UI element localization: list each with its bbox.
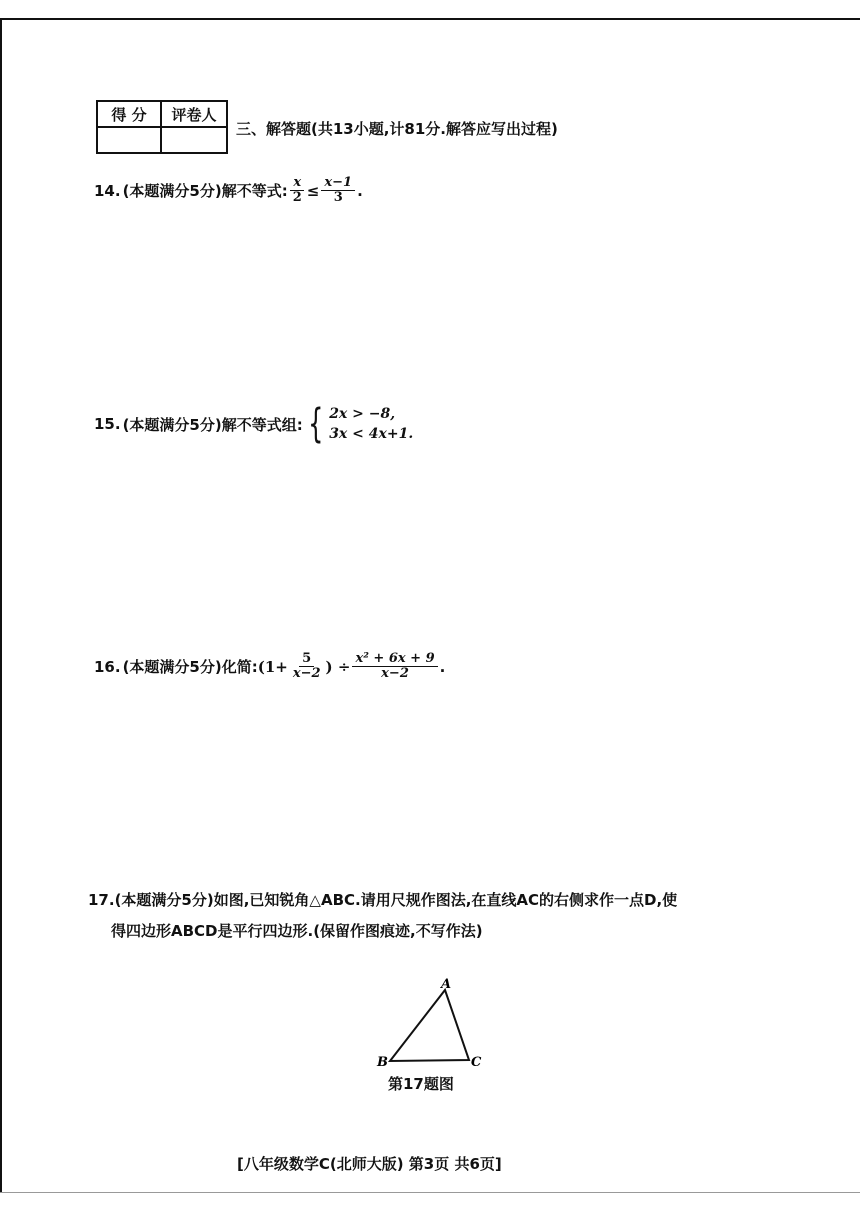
close-divide: ) ÷ — [325, 657, 351, 676]
fraction-numerator: x−1 — [321, 176, 355, 191]
end-mark: . — [439, 657, 446, 676]
page-border-top — [0, 18, 860, 20]
question-number: 16. — [94, 657, 121, 676]
score-header: 得 分 — [97, 101, 161, 127]
question-prefix: (本题满分5分)解不等式组: — [122, 415, 303, 434]
fraction-denominator: 3 — [333, 190, 343, 206]
fraction-lhs — [290, 176, 305, 206]
fraction-rhs — [321, 176, 355, 206]
triangle-abc — [390, 990, 469, 1061]
fraction-numerator: x² + 6x + 9 — [352, 652, 437, 667]
fraction-denominator: 2 — [292, 190, 302, 206]
fraction-denominator: x−2 — [292, 666, 321, 682]
fraction-numerator: 5 — [299, 652, 314, 667]
question-17-line-1: 17.(本题满分5分)如图,已知锐角△ABC.请用尺规作图法,在直线AC的右侧求作一点D,使 — [88, 891, 678, 909]
question-14 — [94, 176, 363, 206]
vertex-label-b: B — [377, 1055, 388, 1070]
grader-header: 评卷人 — [161, 101, 227, 127]
system-line-2: 3x < 4x+1. — [329, 426, 414, 443]
grader-cell[interactable] — [161, 127, 227, 153]
score-table — [96, 100, 228, 154]
page-footer: [八年级数学C(北师大版) 第3页 共6页] — [237, 1155, 502, 1173]
score-cell[interactable] — [97, 127, 161, 153]
page-border-bottom — [0, 1192, 860, 1193]
vertex-label-c: C — [471, 1055, 482, 1070]
question-prefix: (本题满分5分)解不等式: — [122, 182, 288, 201]
question-prefix: (本题满分5分)化简: — [122, 658, 258, 677]
system-line-1: 2x > −8, — [329, 406, 396, 422]
fraction-numerator: x — [290, 176, 304, 191]
fraction-denominator: x−2 — [381, 666, 409, 682]
triangle-figure — [370, 975, 500, 1075]
question-15 — [94, 401, 414, 448]
open-paren: (1+ — [257, 657, 288, 676]
end-mark: . — [357, 181, 363, 200]
section-title: 三、解答题(共13小题,计81分.解答应写出过程) — [236, 120, 558, 138]
relation-symbol: ≤ — [306, 181, 320, 200]
figure-caption: 第17题图 — [388, 1075, 454, 1093]
question-16 — [94, 652, 445, 682]
question-number: 15. — [94, 415, 121, 434]
fraction-1 — [290, 652, 324, 682]
question-17-line-2: 得四边形ABCD是平行四边形.(保留作图痕迹,不写作法) — [111, 922, 483, 940]
question-number: 14. — [94, 181, 121, 200]
vertex-label-a: A — [441, 977, 452, 992]
left-brace-icon: { — [307, 401, 324, 448]
page-border-left — [0, 18, 2, 1193]
inequality-system — [303, 401, 414, 448]
fraction-2 — [352, 652, 437, 682]
